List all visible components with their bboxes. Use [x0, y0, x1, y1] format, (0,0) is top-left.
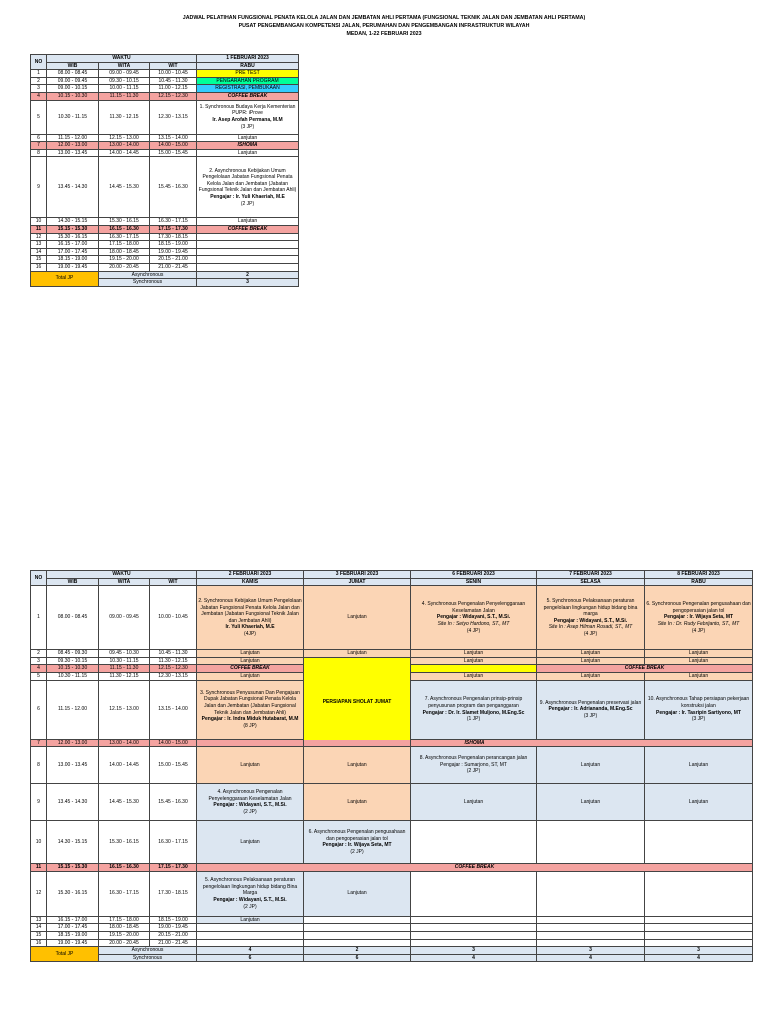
time-wit: 19.00 - 19.45	[150, 248, 197, 256]
session-lanjutan: Lanjutan	[537, 747, 645, 784]
total-sync-tue: 4	[537, 954, 645, 962]
time-wib: 17.00 - 17.45	[47, 924, 99, 932]
empty-slot	[645, 871, 753, 916]
row-no: 14	[31, 924, 47, 932]
total-async-mon: 3	[411, 947, 537, 955]
session-lanjutan: Lanjutan	[304, 871, 411, 916]
total-sync-thu: 6	[197, 954, 304, 962]
session-lanjutan: Lanjutan	[645, 747, 753, 784]
session-lanjutan: Lanjutan	[304, 650, 411, 658]
total-async-wed: 3	[645, 947, 753, 955]
time-wita: 09.00 - 09.45	[99, 70, 150, 78]
session-lanjutan: Lanjutan	[197, 821, 304, 864]
async-label: Asynchronous	[99, 271, 197, 279]
total-async-fri: 2	[304, 947, 411, 955]
date-header-fri: 3 FEBRUARI 2023	[304, 571, 411, 579]
session-mon-keselamatan: 4. Synchronous Pengenalan Penyelenggaraan Keselamatan Jalan Pengajar : Widayani, S.T., M.Si. Site In : Setyo Hardono, ST., MT (4 JP)	[411, 586, 537, 650]
row-no: 13	[31, 241, 47, 249]
session-lanjutan: Lanjutan	[537, 657, 645, 665]
time-wit: 19.00 - 19.45	[150, 924, 197, 932]
date-header-thu: 2 FEBRUARI 2023	[197, 571, 304, 579]
time-wib: 13.00 - 13.45	[47, 747, 99, 784]
row-no: 11	[31, 864, 47, 872]
session-lanjutan: Lanjutan	[645, 650, 753, 658]
session-lanjutan: Lanjutan	[645, 784, 753, 821]
time-wib: 15.30 - 16.15	[47, 871, 99, 916]
time-wita: 09.45 - 10.30	[99, 650, 150, 658]
time-wita: 20.00 - 20.45	[99, 263, 150, 271]
time-wib: 14.30 - 15.15	[47, 821, 99, 864]
day-header-mon: SENIN	[411, 578, 537, 586]
empty-slot	[197, 924, 304, 932]
time-wib: 12.00 - 13.00	[47, 739, 99, 747]
row-no: 4	[31, 665, 47, 673]
session-lanjutan: Lanjutan	[197, 916, 304, 924]
day-header-tue: SELASA	[537, 578, 645, 586]
row-no: 5	[31, 100, 47, 134]
time-wita: 14.00 - 14.45	[99, 149, 150, 157]
time-wib: 16.15 - 17.00	[47, 241, 99, 249]
time-wita: 10.00 - 11.15	[99, 85, 150, 93]
time-wit: 16.30 - 17.15	[150, 218, 197, 226]
coffee-break: COFFEE BREAK	[537, 665, 753, 673]
row-no: 5	[31, 672, 47, 680]
time-wib: 10.30 - 11.15	[47, 100, 99, 134]
empty-slot	[197, 939, 304, 947]
session-lanjutan: Lanjutan	[197, 218, 299, 226]
empty-slot	[411, 931, 537, 939]
row-no: 1	[31, 70, 47, 78]
time-wita: 16.15 - 16.30	[99, 864, 150, 872]
time-wib: 15.15 - 15.30	[47, 864, 99, 872]
coffee-break: COFFEE BREAK	[197, 225, 299, 233]
time-wit: 18.15 - 19.00	[150, 916, 197, 924]
session-lanjutan: Lanjutan	[537, 650, 645, 658]
time-wit: 20.15 - 21.00	[150, 256, 197, 264]
session-lanjutan: Lanjutan	[197, 672, 304, 680]
session-registrasi: REGISTRASI, PEMBUKAAN	[197, 85, 299, 93]
row-no: 8	[31, 747, 47, 784]
empty-slot	[304, 924, 411, 932]
row-no: 16	[31, 939, 47, 947]
row-no: 6	[31, 680, 47, 739]
time-wita: 17.15 - 18.00	[99, 916, 150, 924]
total-sync-value: 3	[197, 279, 299, 287]
session-fri-jalan-tol: 6. Asynchronous Pengenalan pengusahaan dan pengoperasian jalan tol Pengajar : Ir. Wijaya Seta, MT (2 JP)	[304, 821, 411, 864]
empty-slot	[411, 939, 537, 947]
row-no: 12	[31, 233, 47, 241]
session-lanjutan: Lanjutan	[197, 657, 304, 665]
time-wib: 08.00 - 08.45	[47, 586, 99, 650]
empty-slot	[537, 916, 645, 924]
total-sync-wed: 4	[645, 954, 753, 962]
time-wit: 14.00 - 15.00	[150, 739, 197, 747]
time-wita: 14.45 - 15.30	[99, 157, 150, 218]
time-wib: 08.00 - 08.45	[47, 70, 99, 78]
time-wita: 19.15 - 20.00	[99, 256, 150, 264]
row-no: 15	[31, 931, 47, 939]
total-jp-label: Total JP	[31, 947, 99, 962]
time-wit: 11.00 - 12.15	[150, 85, 197, 93]
session-lanjutan: Lanjutan	[197, 747, 304, 784]
empty-slot	[537, 931, 645, 939]
day-header-thu: KAMIS	[197, 578, 304, 586]
col-wib-header: WIB	[47, 62, 99, 70]
time-wib: 13.00 - 13.45	[47, 149, 99, 157]
time-wit: 21.00 - 21.45	[150, 263, 197, 271]
time-wib: 19.00 - 19.45	[47, 939, 99, 947]
time-wita: 18.00 - 18.45	[99, 248, 150, 256]
time-wib: 14.30 - 15.15	[47, 218, 99, 226]
page-title: JADWAL PELATIHAN FUNGSIONAL PENATA KELOLA JALAN DAN JEMBATAN AHLI PERTAMA (FUNGSIONAL TEKNIK JALAN DAN JEMBATAN AHLI PERTAMA)	[182, 15, 586, 21]
row-no: 12	[31, 871, 47, 916]
time-wib: 13.45 - 14.30	[47, 784, 99, 821]
session-lanjutan: Lanjutan	[197, 650, 304, 658]
ishoma: ISHOMA	[197, 739, 753, 747]
page-subtitle: PUSAT PENGEMBANGAN KOMPETENSI JALAN, PERUMAHAN DAN PENGEMBANGAN INFRASTRUKTUR WILAYAH	[238, 23, 530, 29]
row-no: 2	[31, 77, 47, 85]
session-wed-jalan-tol: 6. Synchronous Pengenalan pengusahaan dan pengoperasian jalan tol Pengajar : Ir. Wijaya Seta, MT Site In : Dr. Rudy Febrijanto, ST., MT (4 JP)	[645, 586, 753, 650]
col-wita-header: WITA	[99, 62, 150, 70]
time-wita: 19.15 - 20.00	[99, 931, 150, 939]
col-waktu-header: WAKTU	[47, 571, 197, 579]
empty-slot	[645, 939, 753, 947]
time-wib: 09.30 - 10.15	[47, 657, 99, 665]
empty-slot	[411, 665, 537, 673]
time-wit: 10.00 - 10.45	[150, 586, 197, 650]
day-header-fri: JUMAT	[304, 578, 411, 586]
time-wit: 14.00 - 15.00	[150, 142, 197, 150]
date-header-tue: 7 FEBRUARI 2023	[537, 571, 645, 579]
session-lanjutan: Lanjutan	[411, 650, 537, 658]
time-wit: 21.00 - 21.45	[150, 939, 197, 947]
session-lanjutan: Lanjutan	[411, 784, 537, 821]
empty-slot	[411, 916, 537, 924]
time-wita: 14.00 - 14.45	[99, 747, 150, 784]
row-no: 9	[31, 157, 47, 218]
row-no: 4	[31, 92, 47, 100]
total-async-thu: 4	[197, 947, 304, 955]
day-header-wed: RABU	[645, 578, 753, 586]
time-wita: 12.15 - 13.00	[99, 134, 150, 142]
time-wib: 15.15 - 15.30	[47, 225, 99, 233]
session-fri-lanjutan: Lanjutan	[304, 586, 411, 650]
time-wita: 10.30 - 11.15	[99, 657, 150, 665]
coffee-break: COFFEE BREAK	[197, 665, 304, 673]
empty-slot	[645, 924, 753, 932]
col-wit-header: WIT	[150, 578, 197, 586]
time-wit: 15.45 - 16.30	[150, 157, 197, 218]
session-lanjutan: Lanjutan	[411, 672, 537, 680]
time-wit: 12.15 - 12.30	[150, 92, 197, 100]
empty-slot	[411, 821, 537, 864]
time-wit: 13.15 - 14.00	[150, 134, 197, 142]
empty-slot	[197, 248, 299, 256]
schedule-table-feb2-8	[30, 570, 753, 962]
day-header: RABU	[197, 62, 299, 70]
date-header-mon: 6 FEBRUARI 2023	[411, 571, 537, 579]
time-wita: 09.30 - 10.15	[99, 77, 150, 85]
session-wed-konstruksi: 10. Asynchronous Tahap persiapan pekerjaan konstruksi jalan Pengajar : Ir. Tasripin Sartiyono, MT (3 JP)	[645, 680, 753, 739]
row-no: 9	[31, 784, 47, 821]
empty-slot	[197, 263, 299, 271]
empty-slot	[537, 871, 645, 916]
schedule-table-feb1	[30, 54, 299, 287]
time-wita: 13.00 - 14.00	[99, 142, 150, 150]
time-wita: 11.30 - 12.15	[99, 100, 150, 134]
empty-slot	[197, 233, 299, 241]
session-lanjutan: Lanjutan	[645, 672, 753, 680]
time-wita: 18.00 - 18.45	[99, 924, 150, 932]
session-lanjutan: Lanjutan	[645, 657, 753, 665]
session-lanjutan: Lanjutan	[537, 672, 645, 680]
row-no: 13	[31, 916, 47, 924]
session-thu-lingkungan: 5. Asynchronous Pelaksanaan peraturan pengelolaan lingkungan hidup bidang Bina Marga Pengajar : Widayani, S.T., M.Si. (2 JP)	[197, 871, 304, 916]
time-wit: 10.00 - 10.45	[150, 70, 197, 78]
row-no: 7	[31, 739, 47, 747]
empty-slot	[304, 939, 411, 947]
session-lanjutan: Lanjutan	[197, 149, 299, 157]
empty-slot	[645, 916, 753, 924]
time-wit: 20.15 - 21.00	[150, 931, 197, 939]
date-header: 1 FEBRUARI 2023	[197, 55, 299, 63]
session-budaya-kerja: 1. Synchronous Budaya Kerja Kementerian PUPR: iProve Ir. Asep Arofah Permana, M.M (3 JP)	[197, 100, 299, 134]
time-wib: 09.00 - 10.15	[47, 85, 99, 93]
session-mon-perancangan: 8. Asynchronous Pengenalan perancangan jalan Pengajar : Sumarjono, ST, MT (2 JP)	[411, 747, 537, 784]
time-wib: 09.00 - 09.45	[47, 77, 99, 85]
time-wit: 10.45 - 11.30	[150, 77, 197, 85]
time-wita: 15.30 - 16.15	[99, 821, 150, 864]
empty-slot	[304, 916, 411, 924]
session-kebijakan-umum: 2. Asynchronous Kebijakan Umum Pengelolaan Jabatan Fungsional Penata Kelola Jalan dan Jembatan (Jabatan Fungsional Teknik Jalan dan Jembatan Ahli) Pengajar : Ir. Yuli Khaeriah, M.E (2 JP)	[197, 157, 299, 218]
async-label: Asynchronous	[99, 947, 197, 955]
time-wib: 16.15 - 17.00	[47, 916, 99, 924]
row-no: 2	[31, 650, 47, 658]
row-no: 16	[31, 263, 47, 271]
session-lanjutan: Lanjutan	[304, 747, 411, 784]
empty-slot	[304, 931, 411, 939]
session-tue-lingkungan: 5. Synchronous Pelaksanaan peraturan pengelolaan lingkungan hidup bidang bina marga Pengajar : Widayani, S.T., M.Si. Site In : Asep Hilman Rosadi, ST., MT (4 JP)	[537, 586, 645, 650]
time-wib: 18.15 - 19.00	[47, 931, 99, 939]
time-wita: 11.30 - 12.15	[99, 672, 150, 680]
col-wita-header: WITA	[99, 578, 150, 586]
session-thu-dupak: 3. Synchronous Penyusunan Dan Pengajuan Dupak Jabatan Fungsional Penata Kelola Jalan dan Jembatan (Jabatan Fungsional Teknik Jalan dan Jembatan Ahli) Pengajar : Ir. Indra Miduk Hutabarat, M.M (8 JP)	[197, 680, 304, 739]
time-wit: 15.00 - 15.45	[150, 149, 197, 157]
sync-label: Synchronous	[99, 954, 197, 962]
total-sync-mon: 4	[411, 954, 537, 962]
total-async-tue: 3	[537, 947, 645, 955]
empty-slot	[537, 924, 645, 932]
time-wita: 15.30 - 16.15	[99, 218, 150, 226]
empty-slot	[537, 939, 645, 947]
time-wib: 11.15 - 12.00	[47, 680, 99, 739]
session-pengarahan: PENGARAHAN PROGRAM	[197, 77, 299, 85]
time-wit: 12.30 - 13.15	[150, 672, 197, 680]
empty-slot	[197, 931, 304, 939]
time-wib: 10.15 - 10.30	[47, 92, 99, 100]
time-wit: 11.30 - 12.15	[150, 657, 197, 665]
time-wit: 15.45 - 16.30	[150, 784, 197, 821]
coffee-break: COFFEE BREAK	[197, 92, 299, 100]
date-header-wed: 8 FEBRUARI 2023	[645, 571, 753, 579]
total-sync-fri: 6	[304, 954, 411, 962]
time-wit: 18.15 - 19.00	[150, 241, 197, 249]
session-tue-preservasi: 9. Asynchronous Pengenalan preservasi jalan Pengajar : Ir. Adriananda, M.Eng.Sc (3 JP)	[537, 680, 645, 739]
time-wit: 16.30 - 17.15	[150, 821, 197, 864]
time-wita: 14.45 - 15.30	[99, 784, 150, 821]
time-wita: 16.15 - 16.30	[99, 225, 150, 233]
time-wit: 17.30 - 18.15	[150, 871, 197, 916]
time-wita: 20.00 - 20.45	[99, 939, 150, 947]
time-wita: 09.00 - 09.45	[99, 586, 150, 650]
row-no: 1	[31, 586, 47, 650]
row-no: 7	[31, 142, 47, 150]
row-no: 11	[31, 225, 47, 233]
time-wit: 10.45 - 11.30	[150, 650, 197, 658]
time-wib: 18.15 - 19.00	[47, 256, 99, 264]
time-wib: 17.00 - 17.45	[47, 248, 99, 256]
row-no: 8	[31, 149, 47, 157]
time-wita: 13.00 - 14.00	[99, 739, 150, 747]
empty-slot	[645, 821, 753, 864]
time-wib: 12.00 - 13.00	[47, 142, 99, 150]
row-no: 14	[31, 248, 47, 256]
empty-slot	[411, 924, 537, 932]
session-mon-program: 7. Asynchronous Pengenalan prinsip-prinsip penyusunan program dan penganggaran Pengajar : Dr. Ir. Slamet Muljono, M.Eng.Sc (1 JP)	[411, 680, 537, 739]
row-no: 3	[31, 85, 47, 93]
row-no: 6	[31, 134, 47, 142]
time-wit: 17.15 - 17.30	[150, 225, 197, 233]
session-lanjutan: Lanjutan	[411, 657, 537, 665]
empty-slot	[537, 821, 645, 864]
col-no-header: NO	[31, 55, 47, 70]
time-wib: 15.30 - 16.15	[47, 233, 99, 241]
time-wib: 13.45 - 14.30	[47, 157, 99, 218]
time-wib: 19.00 - 19.45	[47, 263, 99, 271]
empty-slot	[197, 241, 299, 249]
ishoma: ISHOMA	[197, 142, 299, 150]
coffee-break: COFFEE BREAK	[197, 864, 753, 872]
time-wit: 17.15 - 17.30	[150, 864, 197, 872]
time-wita: 12.15 - 13.00	[99, 680, 150, 739]
col-wib-header: WIB	[47, 578, 99, 586]
time-wit: 17.30 - 18.15	[150, 233, 197, 241]
session-pretest: PRE TEST	[197, 70, 299, 78]
empty-slot	[197, 256, 299, 264]
time-wita: 11.15 - 11.30	[99, 665, 150, 673]
time-wib: 08.45 - 09.30	[47, 650, 99, 658]
row-no: 10	[31, 218, 47, 226]
time-wit: 12.30 - 13.15	[150, 100, 197, 134]
page-location-date: MEDAN, 1-22 FEBRUARI 2023	[346, 31, 422, 37]
sync-label: Synchronous	[99, 279, 197, 287]
session-lanjutan: Lanjutan	[197, 134, 299, 142]
time-wib: 10.15 - 10.30	[47, 665, 99, 673]
time-wit: 13.15 - 14.00	[150, 680, 197, 739]
empty-slot	[411, 871, 537, 916]
total-jp-label: Total JP	[31, 271, 99, 286]
session-fri-prayer: PERSIAPAN SHOLAT JUMAT	[304, 657, 411, 746]
session-lanjutan: Lanjutan	[537, 784, 645, 821]
time-wita: 17.15 - 18.00	[99, 241, 150, 249]
session-lanjutan: Lanjutan	[304, 784, 411, 821]
col-waktu-header: WAKTU	[47, 55, 197, 63]
session-thu-keselamatan: 4. Asynchronous Pengenalan Penyelenggaraan Keselamatan Jalan Pengajar : Widayani, S.T., M.Si. (2 JP)	[197, 784, 304, 821]
time-wit: 15.00 - 15.45	[150, 747, 197, 784]
empty-slot	[645, 931, 753, 939]
row-no: 10	[31, 821, 47, 864]
time-wita: 11.15 - 11.30	[99, 92, 150, 100]
time-wita: 16.30 - 17.15	[99, 233, 150, 241]
row-no: 3	[31, 657, 47, 665]
session-thu-kebijakan: 2. Synchronous Kebijakan Umum Pengelolaan Jabatan Fungsional Penata Kelola Jalan dan Jembatan (Jabatan Fungsional Teknik Jalan dan Jembatan Ahli) Ir. Yuli Khaeriah, M.E (4JP)	[197, 586, 304, 650]
time-wib: 11.15 - 12.00	[47, 134, 99, 142]
time-wita: 16.30 - 17.15	[99, 871, 150, 916]
row-no: 15	[31, 256, 47, 264]
col-no-header: NO	[31, 571, 47, 586]
time-wib: 10.30 - 11.15	[47, 672, 99, 680]
time-wit: 12.15 - 12.30	[150, 665, 197, 673]
total-async-value: 2	[197, 271, 299, 279]
col-wit-header: WIT	[150, 62, 197, 70]
